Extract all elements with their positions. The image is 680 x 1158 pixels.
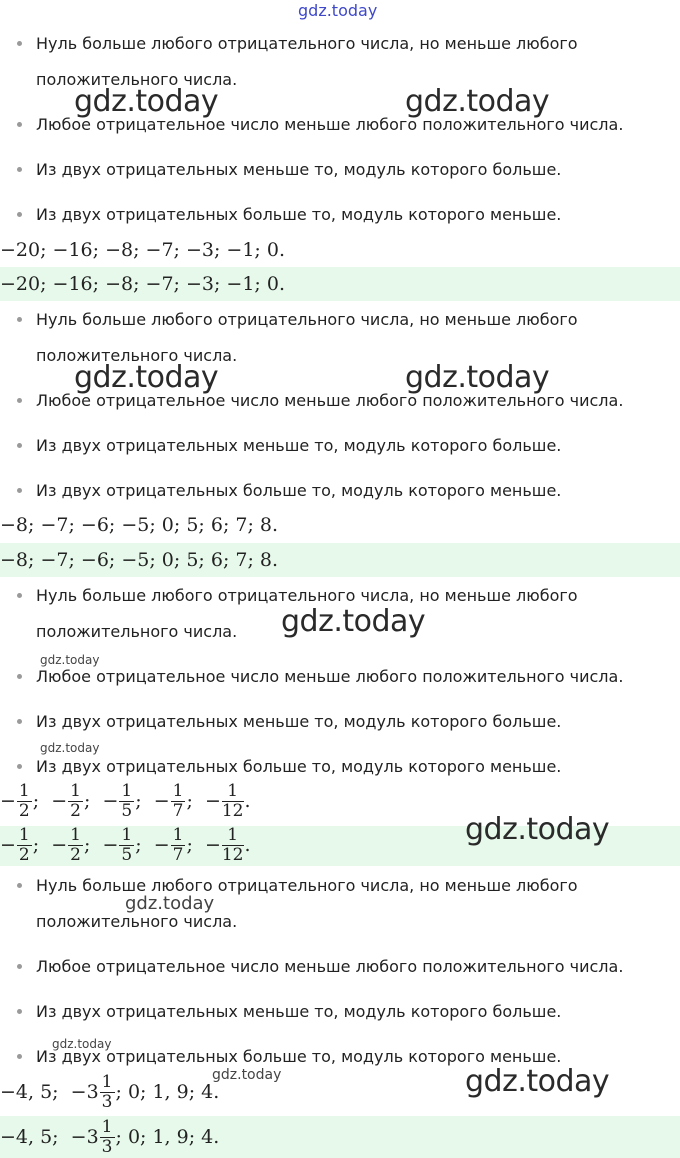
minus-sign: − <box>204 789 221 812</box>
bullet-icon <box>17 719 22 724</box>
mixed-sequence-highlighted <box>0 1116 680 1158</box>
watermark: gdz.today <box>405 360 550 395</box>
fraction-numerator: 1 <box>70 825 81 845</box>
fraction-denominator: 5 <box>121 845 133 865</box>
fraction <box>100 1118 115 1157</box>
fraction-denominator: 12 <box>221 845 244 865</box>
value-text: ; 0; 1, 9; 4. <box>115 1081 220 1103</box>
watermark: gdz.today <box>125 893 215 914</box>
fraction-denominator: 7 <box>172 801 184 821</box>
minus-sign: − <box>0 833 16 856</box>
bullet-icon <box>17 41 22 46</box>
watermark: gdz.today <box>52 1037 112 1051</box>
fraction <box>171 782 186 821</box>
fraction <box>171 826 186 865</box>
answer-sequence-highlighted: −20; −16; −8; −7; −3; −1; 0. <box>0 267 680 301</box>
answer-sequence: −8; −7; −6; −5; 0; 5; 6; 7; 8. <box>0 514 279 536</box>
fraction-numerator: 1 <box>121 825 133 845</box>
fraction <box>17 826 32 865</box>
fraction-numerator: 1 <box>101 1116 113 1137</box>
answer-sequence-highlighted: −8; −7; −6; −5; 0; 5; 6; 7; 8. <box>0 543 680 577</box>
separator: . <box>244 833 251 856</box>
fraction <box>119 826 134 865</box>
fraction-row <box>0 825 251 865</box>
fraction-numerator: 1 <box>222 826 244 846</box>
watermark: gdz.today <box>465 1064 610 1099</box>
fraction <box>222 782 244 821</box>
minus-sign: − <box>102 833 119 856</box>
mixed-row <box>0 1071 220 1112</box>
fraction-numerator: 1 <box>70 781 81 801</box>
fraction-numerator: 1 <box>18 781 30 801</box>
fraction-denominator: 2 <box>18 801 30 821</box>
watermark: gdz.today <box>405 84 550 119</box>
watermark: gdz.today <box>465 812 610 847</box>
watermark: gdz.today <box>40 741 100 755</box>
separator: ; <box>83 833 103 856</box>
separator: ; <box>135 833 154 856</box>
mixed-row <box>0 1116 220 1157</box>
minus-sign: − <box>153 789 170 812</box>
fraction-denominator: 5 <box>121 801 133 821</box>
separator: ; <box>83 789 103 812</box>
watermark: gdz.today <box>74 84 219 119</box>
fraction-denominator: 2 <box>18 845 30 865</box>
fraction-denominator: 7 <box>172 845 184 865</box>
separator: ; <box>186 833 205 856</box>
bullet-icon <box>17 764 22 769</box>
watermark-top: gdz.today <box>298 1 378 20</box>
fraction <box>17 782 32 821</box>
fraction-denominator: 12 <box>221 801 244 821</box>
separator: ; <box>186 789 205 812</box>
minus-sign: − <box>51 789 68 812</box>
minus-sign: − <box>0 789 16 812</box>
separator: ; <box>32 789 52 812</box>
minus-sign: − <box>102 789 119 812</box>
fraction-denominator: 2 <box>70 845 81 865</box>
fraction <box>68 826 83 865</box>
watermark: gdz.today <box>212 1067 282 1083</box>
answer-sequence: −20; −16; −8; −7; −3; −1; 0. <box>0 239 285 261</box>
bullet-icon <box>17 593 22 598</box>
watermark: gdz.today <box>40 653 100 667</box>
bullet-icon <box>17 1009 22 1014</box>
separator: ; <box>32 833 52 856</box>
fraction-denominator: 2 <box>70 801 81 821</box>
bullet-icon <box>17 674 22 679</box>
fraction-numerator: 1 <box>121 781 133 801</box>
fraction-numerator: 1 <box>222 782 244 802</box>
bullet-icon <box>17 317 22 322</box>
bullet-icon <box>17 122 22 127</box>
value-text: −4, 5; −3 <box>0 1081 99 1103</box>
bullet-icon <box>17 883 22 888</box>
fraction-numerator: 1 <box>101 1071 113 1092</box>
fraction-numerator: 1 <box>172 825 184 845</box>
separator: . <box>244 789 251 812</box>
fraction <box>68 782 83 821</box>
fraction <box>100 1073 115 1112</box>
watermark: gdz.today <box>281 604 426 639</box>
bullet-icon <box>17 964 22 969</box>
fraction-numerator: 1 <box>18 825 30 845</box>
watermark: gdz.today <box>74 360 219 395</box>
bullet-icon <box>17 443 22 448</box>
fraction-denominator: 3 <box>101 1091 113 1112</box>
separator: ; <box>135 789 154 812</box>
minus-sign: − <box>153 833 170 856</box>
bullet-icon <box>17 488 22 493</box>
fraction <box>222 826 244 865</box>
bullet-icon <box>17 167 22 172</box>
fraction-row <box>0 781 251 821</box>
bullet-icon <box>17 1054 22 1059</box>
value-text: ; 0; 1, 9; 4. <box>115 1126 220 1148</box>
fraction <box>119 782 134 821</box>
bullet-icon <box>17 398 22 403</box>
fraction-numerator: 1 <box>172 781 184 801</box>
minus-sign: − <box>204 833 221 856</box>
bullet-icon <box>17 212 22 217</box>
fraction-denominator: 3 <box>101 1136 113 1157</box>
value-text: −4, 5; −3 <box>0 1126 99 1148</box>
minus-sign: − <box>51 833 68 856</box>
